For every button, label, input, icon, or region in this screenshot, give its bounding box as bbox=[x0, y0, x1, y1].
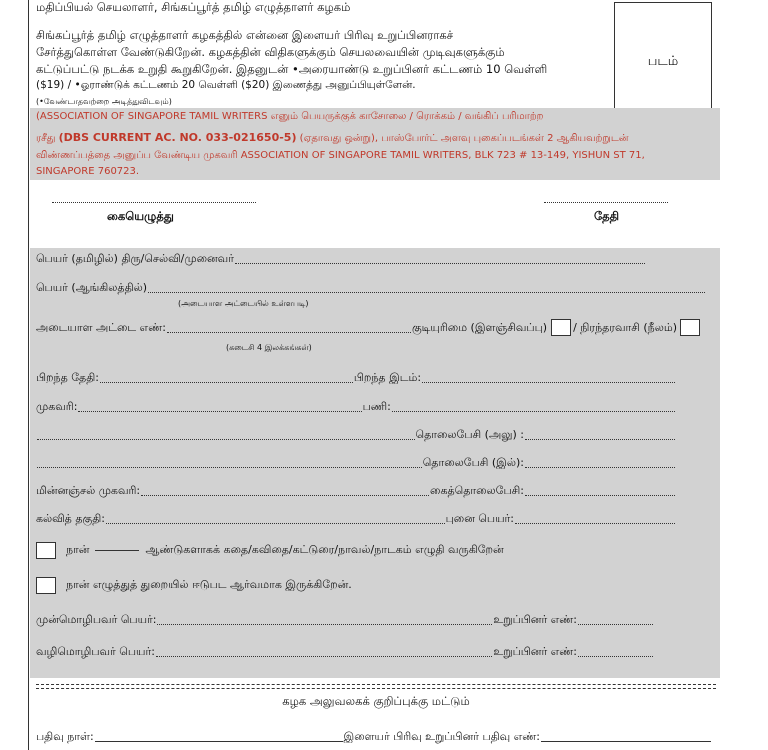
field-label: தொலைபேசி (இல்): bbox=[422, 456, 524, 469]
left-margin-line bbox=[28, 0, 29, 750]
intro-line: சிங்கப்பூர்த் தமிழ் எழுத்தாளர் கழகத்தில் என்னை இளையர் பிரிவு உறுப்பினராகச் bbox=[36, 28, 454, 42]
ic-row bbox=[36, 320, 700, 336]
permanent-resident-label: / நிரந்தரவாசி (நீலம்) bbox=[573, 321, 677, 334]
office-heading: கழக அலுவலகக் குறிப்புக்கு மட்டும் bbox=[282, 694, 470, 708]
field-label: நான் bbox=[66, 542, 90, 556]
name-tamil-field[interactable] bbox=[36, 251, 646, 267]
reg-number-input[interactable] bbox=[541, 740, 711, 742]
name-english-note: (அடையாள அட்டையில் உள்ளபடி) bbox=[178, 299, 309, 308]
ic-note: (கடைசி 4 இலக்கங்கள்) bbox=[226, 343, 312, 352]
photo-label: படம் bbox=[647, 54, 679, 69]
field-label: தொலைபேசி (அலு) : bbox=[415, 428, 524, 441]
birthplace-input[interactable] bbox=[422, 381, 675, 383]
proposer-input[interactable] bbox=[157, 623, 492, 625]
signature-line[interactable] bbox=[52, 202, 256, 203]
date-line[interactable] bbox=[544, 202, 668, 203]
reg-date-input[interactable] bbox=[95, 740, 343, 742]
name-english-field[interactable] bbox=[36, 280, 706, 296]
field-label: அடையாள அட்டை எண்: bbox=[36, 321, 166, 334]
email-input[interactable] bbox=[141, 494, 429, 496]
address-row bbox=[36, 399, 676, 415]
seconder-row bbox=[36, 644, 654, 660]
interest-row bbox=[36, 577, 352, 593]
dob-input[interactable] bbox=[100, 381, 353, 383]
field-label: பெயர் (ஆங்கிலத்தில்) bbox=[36, 281, 148, 294]
bank-account: (DBS CURRENT AC. NO. 033-021650-5) bbox=[58, 131, 297, 144]
writing-checkbox[interactable] bbox=[36, 542, 56, 559]
payment-text: ரசீது bbox=[36, 133, 56, 144]
field-label: இளையர் பிரிவு உறுப்பினர் பதிவு எண்: bbox=[343, 730, 540, 743]
intro-line: கட்டுப்பட்டு நடக்க உறுதி கூறுகிறேன். இதனுடன் •அரையாண்டு உறுப்பினர் கட்டணம் 10 வெள்ளி bbox=[36, 62, 548, 76]
email-row bbox=[36, 483, 676, 499]
payment-line: (ASSOCIATION OF SINGAPORE TAMIL WRITERS எனும் பெயருக்குக் காசோலை / ரொக்கம் / வங்கிப் பரிமாற்ற bbox=[36, 111, 544, 122]
phone-home-input[interactable] bbox=[525, 466, 675, 468]
payment-panel bbox=[30, 108, 720, 180]
strike-note: (•வேண்டாதவற்றை அடித்துவிடவும்) bbox=[36, 97, 172, 106]
phone-home-row bbox=[36, 455, 676, 471]
payment-line: SINGAPORE 760723. bbox=[36, 166, 140, 177]
payment-line: விண்ணப்பத்தை அனுப்ப வேண்டிய முகவரி ASSOCIATION OF SINGAPORE TAMIL WRITERS, BLK 723 # 13-149, YISHUN ST 71, bbox=[36, 150, 645, 161]
proposer-member-input[interactable] bbox=[578, 623, 653, 625]
birth-row bbox=[36, 370, 676, 386]
field-label: பிறந்த தேதி: bbox=[36, 371, 99, 384]
field-label: நான் எழுத்துத் துறையில் ஈடுபட ஆர்வமாக இருக்கிறேன். bbox=[66, 577, 352, 591]
payment-text: (ஏதாவது ஒன்று), பாஸ்போர்ட் அளவு புகைப்படங்கள் 2 ஆகியவற்றுடன் bbox=[299, 133, 629, 144]
seconder-input[interactable] bbox=[156, 655, 492, 657]
addressee: மதிப்பியல் செயலாளர், சிங்கப்பூர்த் தமிழ் எழுத்தாளர் கழகம் bbox=[36, 0, 351, 14]
field-label: புனை பெயர்: bbox=[445, 512, 514, 525]
section-divider bbox=[36, 684, 716, 689]
citizenship-label: குடியுரிமை (இளஞ்சிவப்பு) bbox=[411, 321, 548, 334]
field-label: உறுப்பினர் எண்: bbox=[493, 645, 577, 658]
address-input-2[interactable] bbox=[37, 438, 415, 440]
date-label: தேதி bbox=[594, 209, 620, 223]
office-row bbox=[36, 729, 712, 745]
field-label: பெயர் (தமிழில்) திரு/செல்வி/முனைவர் bbox=[36, 252, 234, 265]
phone-office-row bbox=[36, 427, 676, 443]
address-input-3[interactable] bbox=[37, 466, 422, 468]
pen-name-input[interactable] bbox=[515, 522, 675, 524]
occupation-input[interactable] bbox=[392, 410, 675, 412]
field-label: பதிவு நாள்: bbox=[36, 730, 94, 743]
field-label: பிறந்த இடம்: bbox=[353, 371, 422, 384]
intro-line: சேர்த்துகொள்ள வேண்டுகிறேன். கழகத்தின் விதிகளுக்கும் செயலவையின் முடிவுகளுக்கும் bbox=[36, 45, 505, 59]
writing-years-row bbox=[36, 542, 504, 558]
field-label: கல்வித் தகுதி: bbox=[36, 512, 105, 525]
field-label: வழிமொழிபவர் பெயர்: bbox=[36, 645, 155, 658]
field-label: ஆண்டுகளாகக் கதை/கவிதை/கட்டுரை/நாவல்/நாடகம் எழுதி வருகிறேன் bbox=[145, 542, 504, 556]
seconder-member-input[interactable] bbox=[578, 655, 653, 657]
address-input[interactable] bbox=[78, 410, 361, 412]
education-row bbox=[36, 511, 676, 527]
field-label: பணி: bbox=[362, 400, 391, 413]
intro-line: ($19) / •ஓராண்டுக் கட்டணம் 20 வெள்ளி ($20) இணைத்து அனுப்பியுள்ளேன். bbox=[36, 79, 416, 91]
interest-checkbox[interactable] bbox=[36, 577, 56, 594]
ic-number-input[interactable] bbox=[167, 331, 411, 333]
payment-line bbox=[36, 131, 628, 145]
citizenship-checkbox[interactable] bbox=[551, 319, 571, 336]
field-label: கைத்தொலைபேசி: bbox=[430, 484, 524, 497]
photo-box bbox=[614, 2, 712, 122]
phone-office-input[interactable] bbox=[525, 438, 675, 440]
field-label: உறுப்பினர் எண்: bbox=[493, 613, 577, 626]
education-input[interactable] bbox=[106, 522, 445, 524]
field-label: முன்மொழிபவர் பெயர்: bbox=[36, 613, 157, 626]
permanent-resident-checkbox[interactable] bbox=[680, 319, 700, 336]
proposer-row bbox=[36, 612, 654, 628]
mobile-input[interactable] bbox=[525, 494, 675, 496]
field-label: மின்னஞ்சல் முகவரி: bbox=[36, 484, 141, 497]
signature-label: கையெழுத்து bbox=[107, 209, 174, 223]
years-input[interactable] bbox=[95, 550, 139, 551]
field-label: முகவரி: bbox=[36, 400, 78, 413]
